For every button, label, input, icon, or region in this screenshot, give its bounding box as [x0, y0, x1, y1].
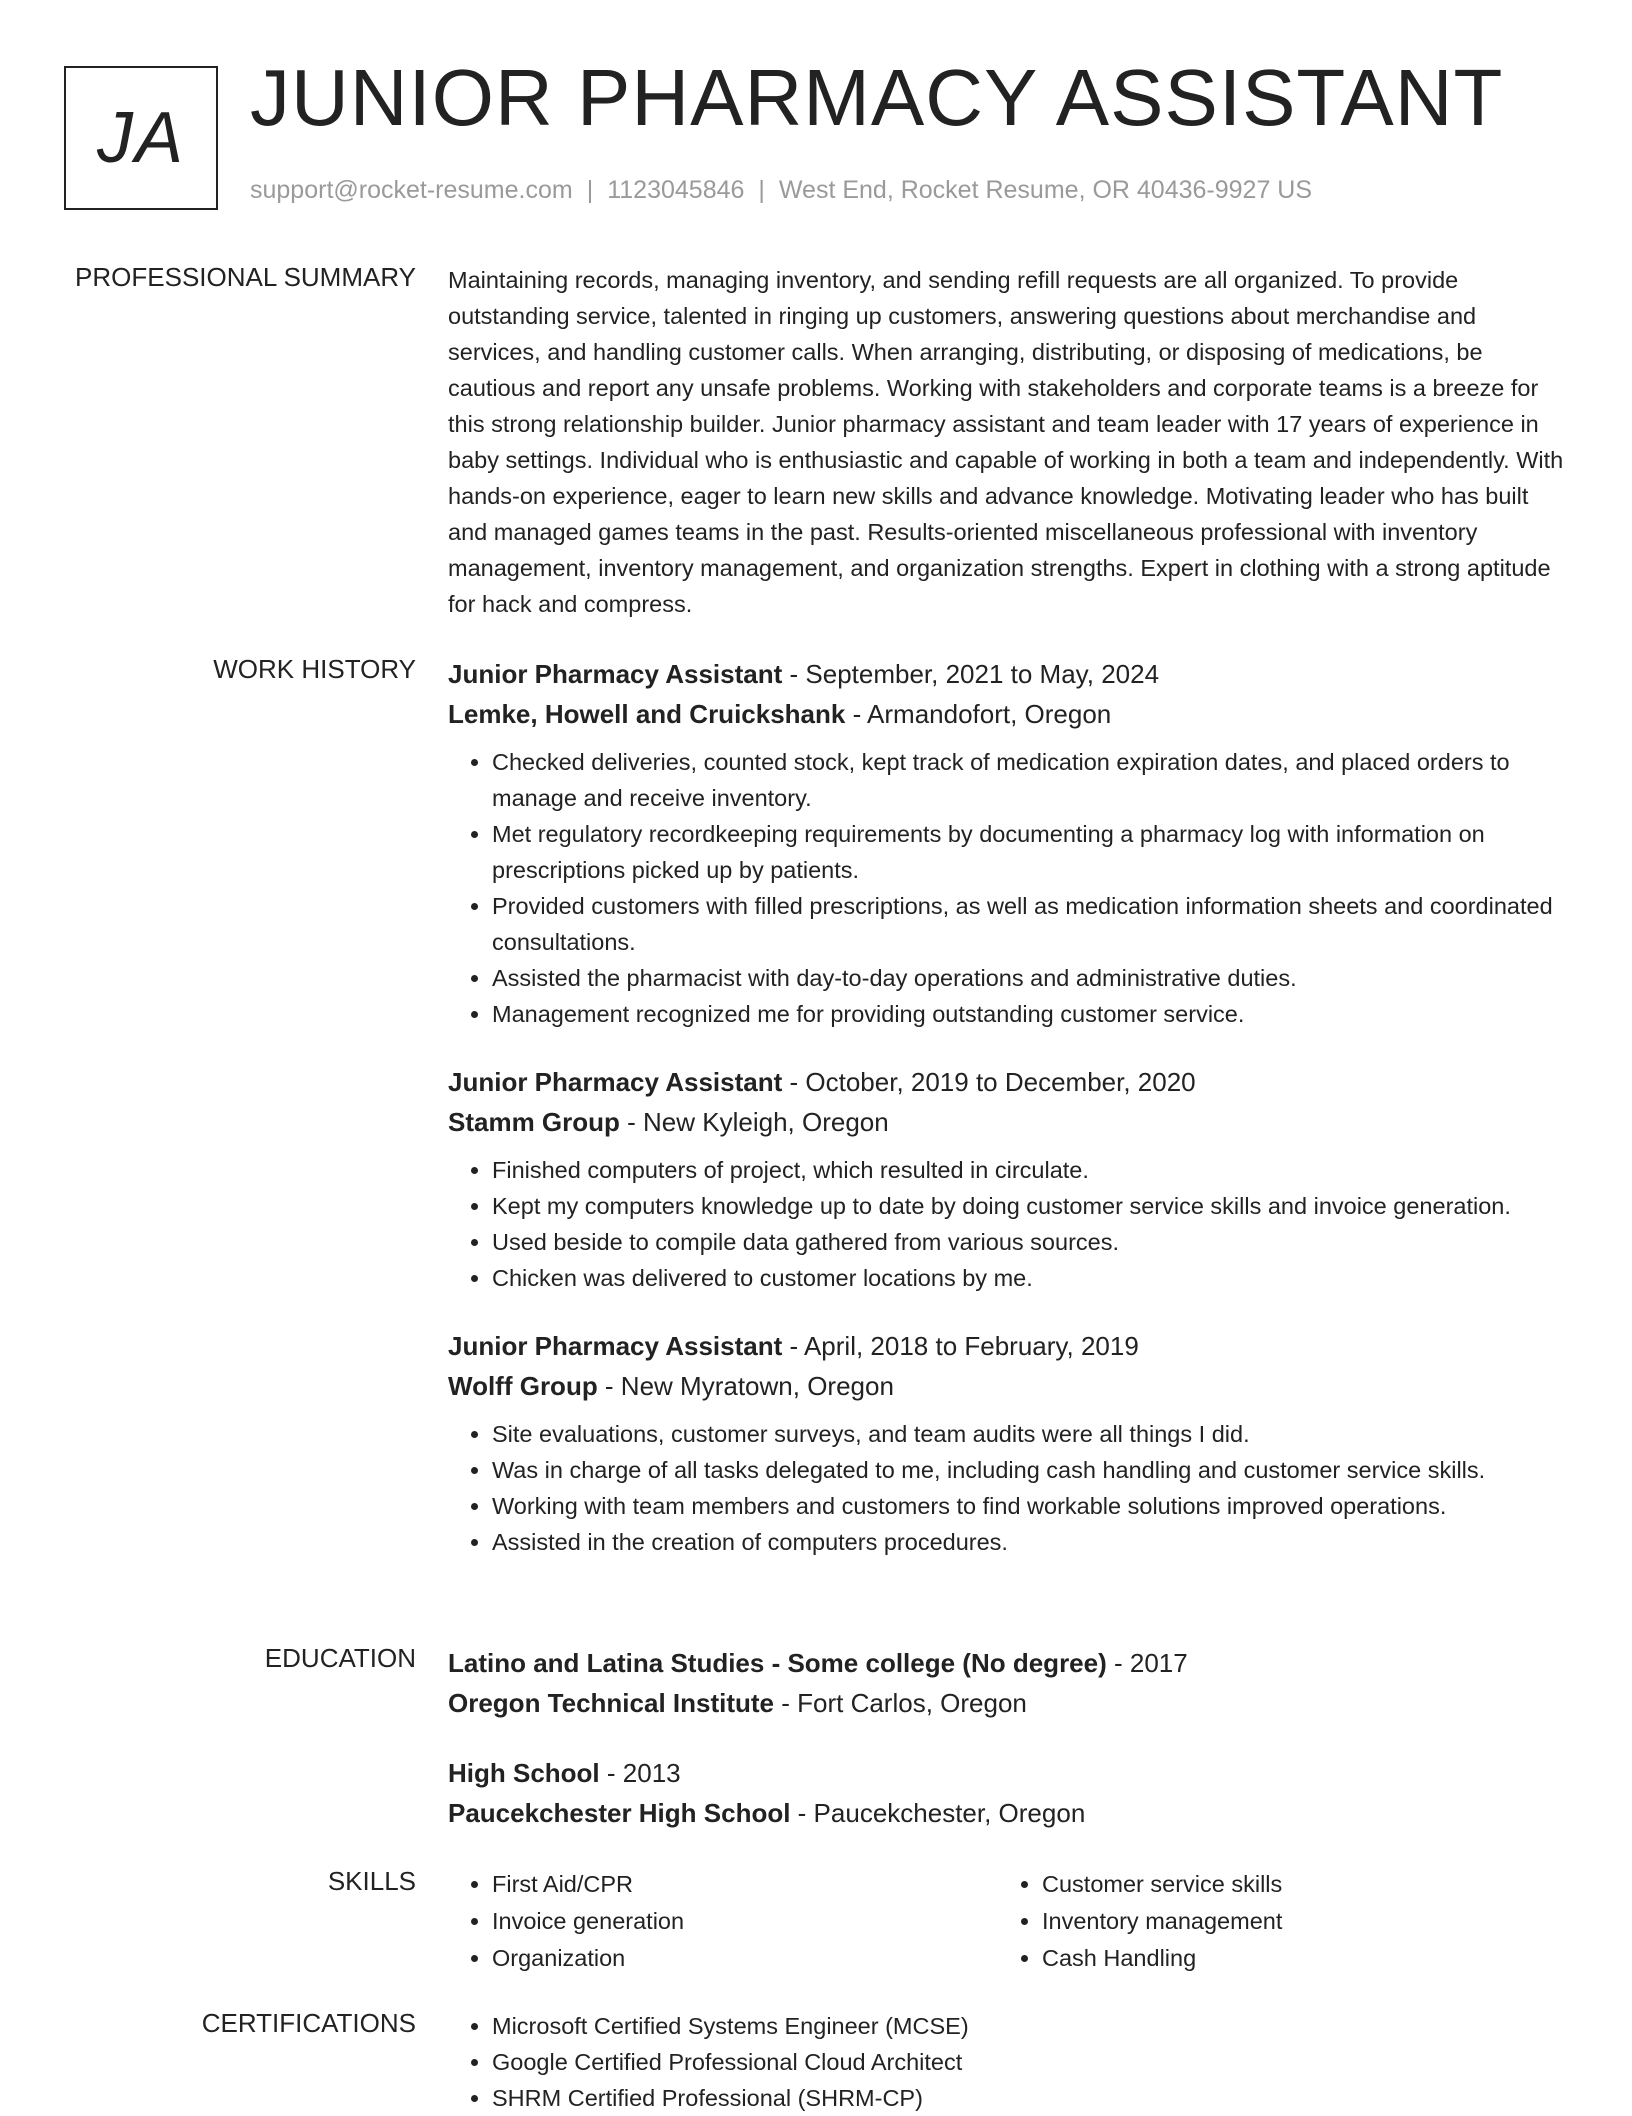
list-item: • Was in charge of all tasks delegated to me, including cash handling and customer service skills.	[492, 1452, 1574, 1488]
contact-line	[250, 176, 1312, 205]
summary-text: Maintaining records, managing inventory, and sending refill requests are all organized. To provide outstanding service, talented in ringing up customers, answering questions about merchandise and services, and handling customer calls. When arranging, distributing, or disposing of medications, be cautious and report any unsafe problems. Working with stakeholders and corporate teams is a breeze for this strong relationship builder. Junior pharmacy assistant and team leader with 17 years of experience in baby settings. Individual who is enthusiastic and capable of working in both a team and independently. With hands-on experience, eager to learn new skills and advance knowledge. Motivating leader who has built and managed games teams in the past. Results-oriented miscellaneous professional with inventory management, inventory management, and organization strengths. Expert in clothing with a strong aptitude for hack and compress.	[448, 267, 1564, 617]
list-item: • Site evaluations, customer surveys, and team audits were all things I did.	[492, 1416, 1574, 1452]
job-entry	[448, 1326, 1574, 1560]
list-item: • SHRM Certified Professional (SHRM-CP)	[492, 2080, 1574, 2116]
list-item: • Microsoft Certified Systems Engineer (MCSE)	[492, 2008, 1574, 2044]
job-location: - New Myratown, Oregon	[597, 1371, 894, 1401]
job-location: - Armandofort, Oregon	[845, 699, 1112, 729]
education-degree-line	[448, 1643, 1574, 1683]
list-item: • Assisted the pharmacist with day-to-day operations and administrative duties.	[492, 960, 1574, 996]
list-item: • Chicken was delivered to customer locations by me.	[492, 1260, 1574, 1296]
education-school-line	[448, 1683, 1574, 1723]
education-entry	[448, 1753, 1574, 1833]
list-item: • Used beside to compile data gathered from various sources.	[492, 1224, 1574, 1260]
job-dates: - September, 2021 to May, 2024	[782, 659, 1160, 689]
job-company: Lemke, Howell and Cruickshank	[448, 699, 846, 729]
education-school-line	[448, 1793, 1574, 1833]
job-location: - New Kyleigh, Oregon	[619, 1107, 889, 1137]
list-item: • Checked deliveries, counted stock, kept track of medication expiration dates, and placed orders to manage and receive inventory.	[492, 744, 1574, 816]
list-item: • Customer service skills	[1042, 1866, 1548, 1903]
job-company-line	[448, 1102, 1574, 1142]
contact-phone[interactable]: 1123045846	[607, 176, 745, 204]
section-label-education: EDUCATION	[264, 1643, 416, 1673]
contact-separator: |	[586, 176, 594, 204]
contact-separator: |	[758, 176, 765, 204]
certifications-list	[448, 2008, 1574, 2116]
job-company-line	[448, 694, 1574, 734]
education-year: - 2017	[1106, 1648, 1188, 1678]
education-school: Paucekchester High School	[448, 1798, 791, 1828]
job-dates: - April, 2018 to February, 2019	[782, 1331, 1139, 1361]
contact-address: West End, Rocket Resume, OR 40436-9927 US	[778, 176, 1313, 204]
list-item: • Working with team members and customers to find workable solutions improved operations.	[492, 1488, 1574, 1524]
list-item: • Provided customers with filled prescriptions, as well as medication information sheets and coordinated consultations.	[492, 888, 1574, 960]
list-item: • Management recognized me for providing outstanding customer service.	[492, 996, 1574, 1032]
page-title: JUNIOR PHARMACY ASSISTANT	[250, 53, 1504, 142]
job-entry	[448, 654, 1574, 1032]
list-item: • Assisted in the creation of computers procedures.	[492, 1524, 1574, 1560]
certifications-body	[448, 2008, 1574, 2116]
education-entry	[448, 1643, 1574, 1723]
job-bullets	[448, 1416, 1574, 1560]
section-label-certifications: CERTIFICATIONS	[201, 2008, 416, 2038]
work-history-body	[448, 654, 1574, 1590]
list-item: • Kept my computers knowledge up to date by doing customer service skills and invoice generation.	[492, 1188, 1574, 1224]
job-dates: - October, 2019 to December, 2020	[782, 1067, 1196, 1097]
list-item: • Inventory management	[1042, 1903, 1548, 1940]
list-item: • Finished computers of project, which resulted in circulate.	[492, 1152, 1574, 1188]
education-degree-line	[448, 1753, 1574, 1793]
list-item: • Organization	[492, 1940, 998, 1977]
contact-email[interactable]: support@rocket-resume.com	[250, 176, 573, 204]
job-title: Junior Pharmacy Assistant	[448, 1067, 783, 1097]
list-item: • Google Certified Professional Cloud Architect	[492, 2044, 1574, 2080]
list-item: • Cash Handling	[1042, 1940, 1548, 1977]
education-school: Oregon Technical Institute	[448, 1688, 775, 1718]
section-label-summary: PROFESSIONAL SUMMARY	[75, 262, 416, 292]
job-bullets	[448, 744, 1574, 1032]
education-body	[448, 1643, 1574, 1863]
job-title: Junior Pharmacy Assistant	[448, 1331, 783, 1361]
education-year: - 2013	[599, 1758, 681, 1788]
job-company-line	[448, 1366, 1574, 1406]
education-degree: High School	[448, 1758, 600, 1788]
job-title-line	[448, 654, 1574, 694]
job-title-line	[448, 1326, 1574, 1366]
education-location: - Paucekchester, Oregon	[790, 1798, 1086, 1828]
list-item: • Met regulatory recordkeeping requirements by documenting a pharmacy log with information on prescriptions picked up by patients.	[492, 816, 1574, 888]
job-company: Stamm Group	[448, 1107, 620, 1137]
monogram-logo: JA	[64, 66, 218, 210]
summary-body	[448, 262, 1574, 622]
job-company: Wolff Group	[448, 1371, 598, 1401]
job-bullets	[448, 1152, 1574, 1296]
skills-body	[448, 1866, 1574, 1977]
skills-list-right	[998, 1866, 1548, 1977]
skills-list-left	[448, 1866, 998, 1977]
job-title-line	[448, 1062, 1574, 1102]
section-label-skills: SKILLS	[327, 1866, 416, 1896]
job-title: Junior Pharmacy Assistant	[448, 659, 783, 689]
section-label-work-history: WORK HISTORY	[213, 654, 416, 684]
education-degree: Latino and Latina Studies - Some college (No degree)	[448, 1648, 1107, 1678]
skills-grid	[448, 1866, 1574, 1977]
education-location: - Fort Carlos, Oregon	[774, 1688, 1027, 1718]
list-item: • First Aid/CPR	[492, 1866, 998, 1903]
job-entry	[448, 1062, 1574, 1296]
list-item: • Invoice generation	[492, 1903, 998, 1940]
